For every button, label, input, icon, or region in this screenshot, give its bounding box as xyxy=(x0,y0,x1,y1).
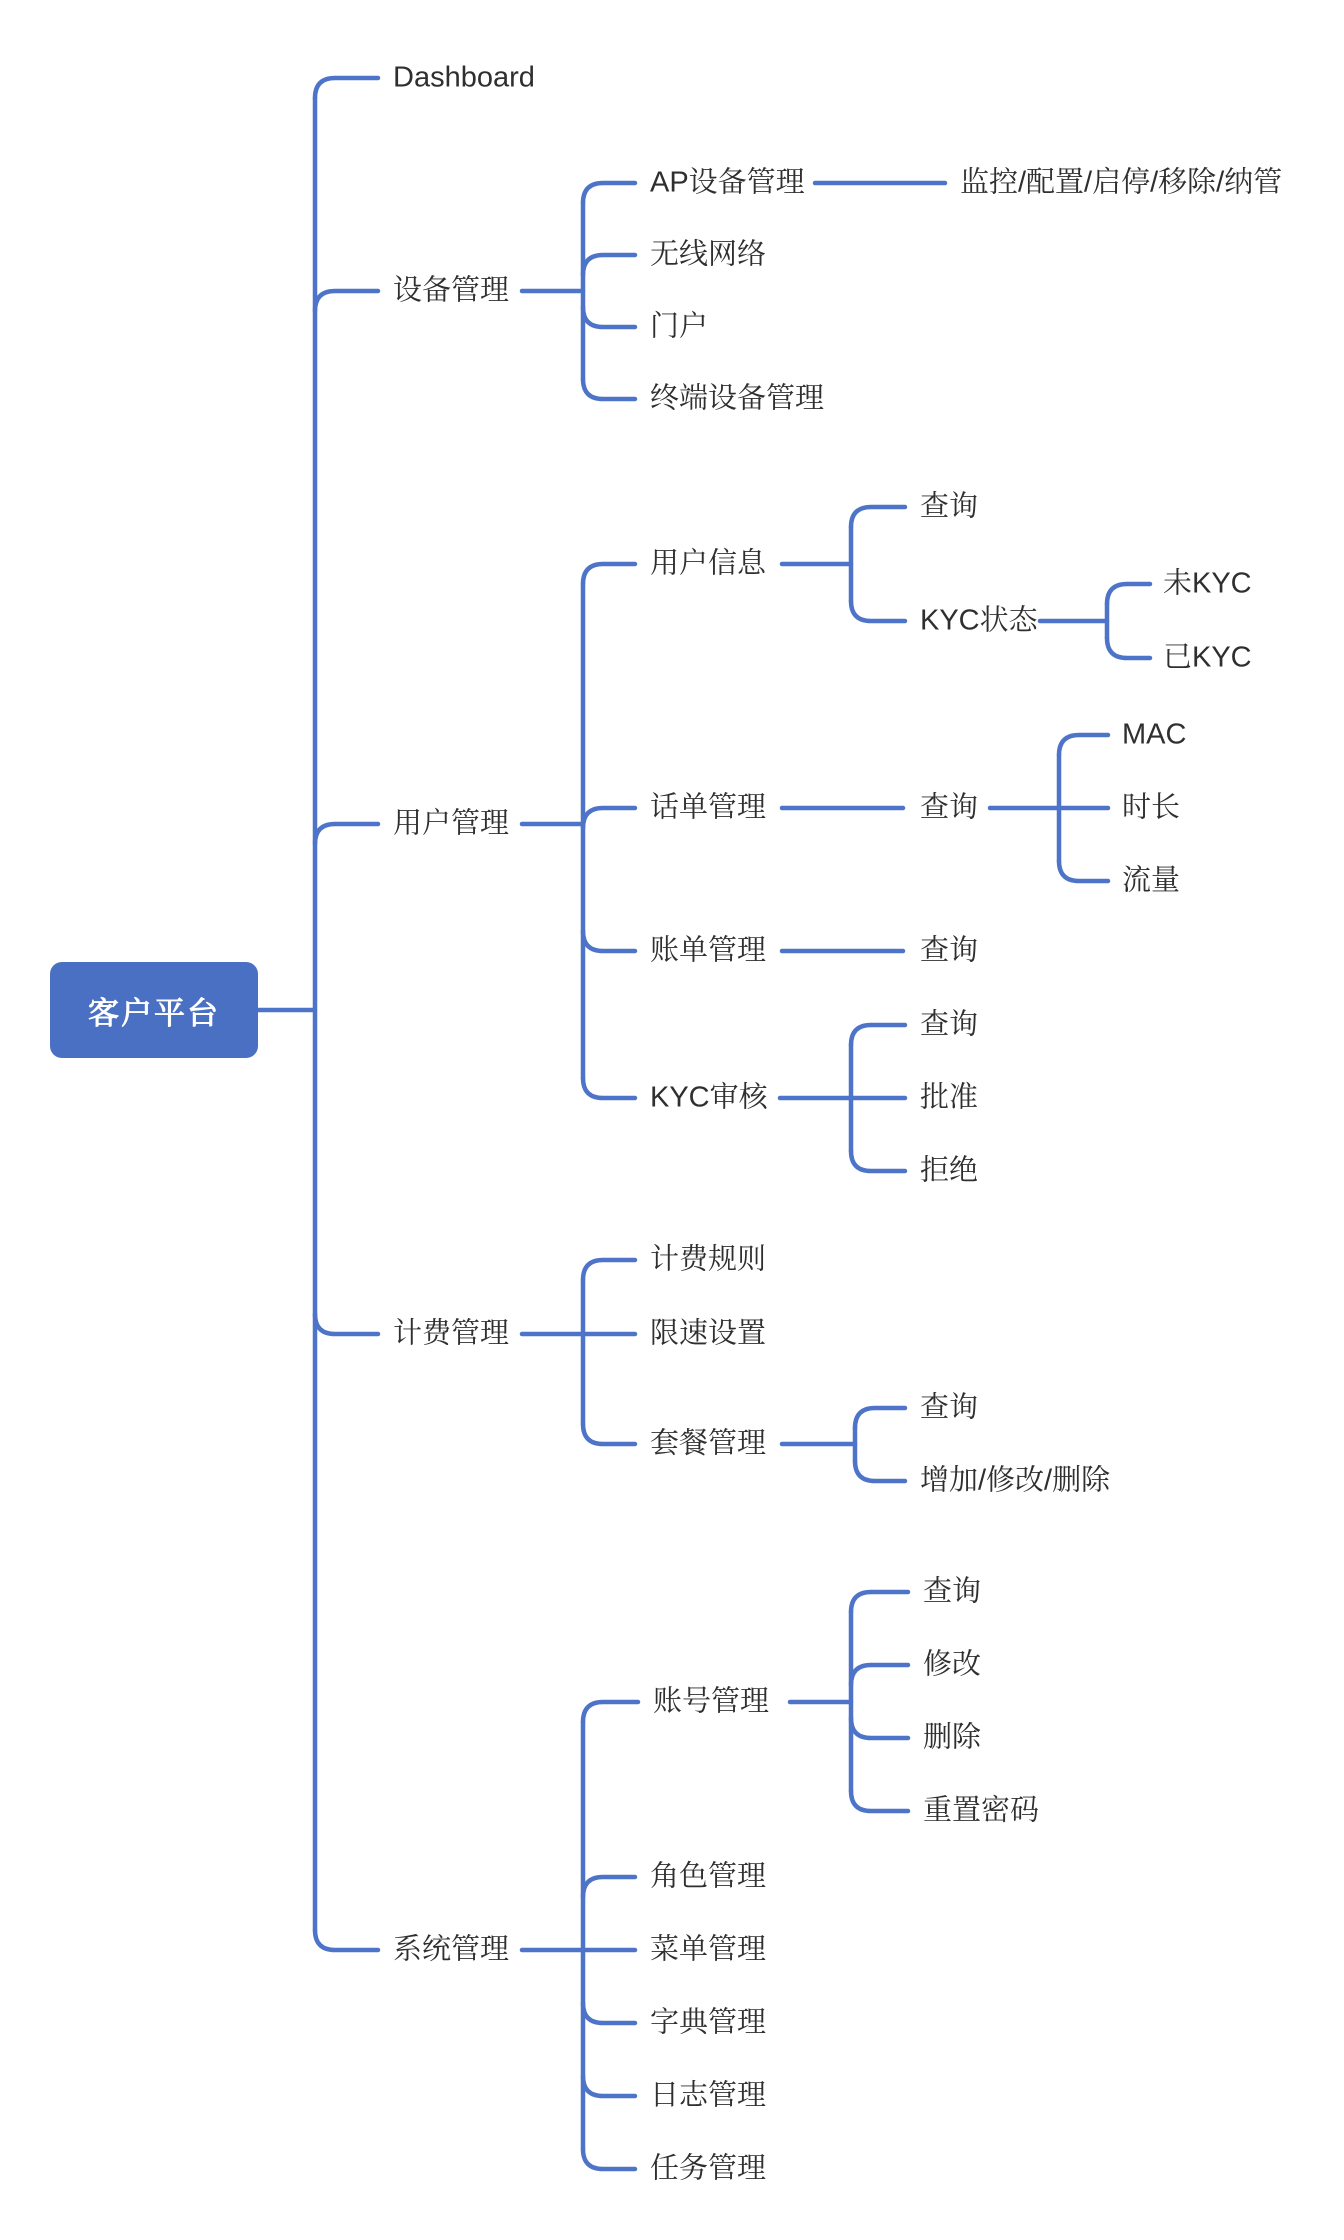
node-account-delete[interactable]: 删除 xyxy=(923,1721,982,1754)
connector-device-group xyxy=(522,183,945,399)
node-portal[interactable]: 门户 xyxy=(650,310,709,343)
node-user-info[interactable]: 用户信息 xyxy=(650,547,767,580)
connector-root xyxy=(258,98,315,1930)
node-rate-limit[interactable]: 限速设置 xyxy=(650,1317,767,1350)
node-billing-rule[interactable]: 计费规则 xyxy=(650,1243,767,1276)
node-kyc-reject[interactable]: 拒绝 xyxy=(920,1154,979,1187)
node-traffic[interactable]: 流量 xyxy=(1122,864,1181,897)
node-menu-mgmt[interactable]: 菜单管理 xyxy=(650,1933,767,1966)
node-system-mgmt[interactable]: 系统管理 xyxy=(393,1933,510,1966)
node-cdr-mgmt[interactable]: 话单管理 xyxy=(650,791,767,824)
node-duration[interactable]: 时长 xyxy=(1122,791,1181,824)
node-ap-actions[interactable]: 监控/配置/启停/移除/纳管 xyxy=(960,166,1283,199)
node-billing-mgmt[interactable]: 计费管理 xyxy=(393,1317,510,1350)
connector-level1 xyxy=(315,78,378,1950)
node-kyc-review[interactable]: KYC审核 xyxy=(650,1081,768,1114)
node-kyc-status[interactable]: KYC状态 xyxy=(920,604,1038,637)
node-package-crud[interactable]: 增加/修改/删除 xyxy=(920,1464,1111,1497)
node-bill-mgmt[interactable]: 账单管理 xyxy=(650,934,767,967)
node-user-mgmt[interactable]: 用户管理 xyxy=(393,807,510,840)
node-task-mgmt[interactable]: 任务管理 xyxy=(650,2152,767,2185)
node-log-mgmt[interactable]: 日志管理 xyxy=(650,2079,767,2112)
node-dict-mgmt[interactable]: 字典管理 xyxy=(650,2006,767,2039)
node-account-query[interactable]: 查询 xyxy=(923,1575,982,1608)
node-package-mgmt[interactable]: 套餐管理 xyxy=(650,1427,767,1460)
node-wireless-network[interactable]: 无线网络 xyxy=(650,238,767,271)
node-kyc-not-done[interactable]: 未KYC xyxy=(1163,567,1252,600)
node-account-mgmt[interactable]: 账号管理 xyxy=(653,1685,770,1718)
node-kyc-done[interactable]: 已KYC xyxy=(1163,641,1252,674)
node-kyc-approve[interactable]: 批准 xyxy=(920,1081,979,1114)
node-bill-query[interactable]: 查询 xyxy=(920,934,979,967)
node-dashboard[interactable]: Dashboard xyxy=(393,61,535,94)
node-role-mgmt[interactable]: 角色管理 xyxy=(650,1860,767,1893)
node-mac[interactable]: MAC xyxy=(1122,718,1187,751)
root-node-customer-platform[interactable]: 客户平台 xyxy=(50,962,258,1058)
node-terminal-device-mgmt[interactable]: 终端设备管理 xyxy=(650,382,825,415)
node-package-query[interactable]: 查询 xyxy=(920,1391,979,1424)
node-account-modify[interactable]: 修改 xyxy=(923,1648,982,1681)
node-kyc-review-query[interactable]: 查询 xyxy=(920,1008,979,1041)
node-user-info-query[interactable]: 查询 xyxy=(920,490,979,523)
node-reset-password[interactable]: 重置密码 xyxy=(923,1794,1040,1827)
node-ap-device-mgmt[interactable]: AP设备管理 xyxy=(650,166,805,199)
node-device-mgmt[interactable]: 设备管理 xyxy=(393,274,510,307)
connector-user-group xyxy=(522,507,1150,1171)
node-cdr-query[interactable]: 查询 xyxy=(920,791,979,824)
